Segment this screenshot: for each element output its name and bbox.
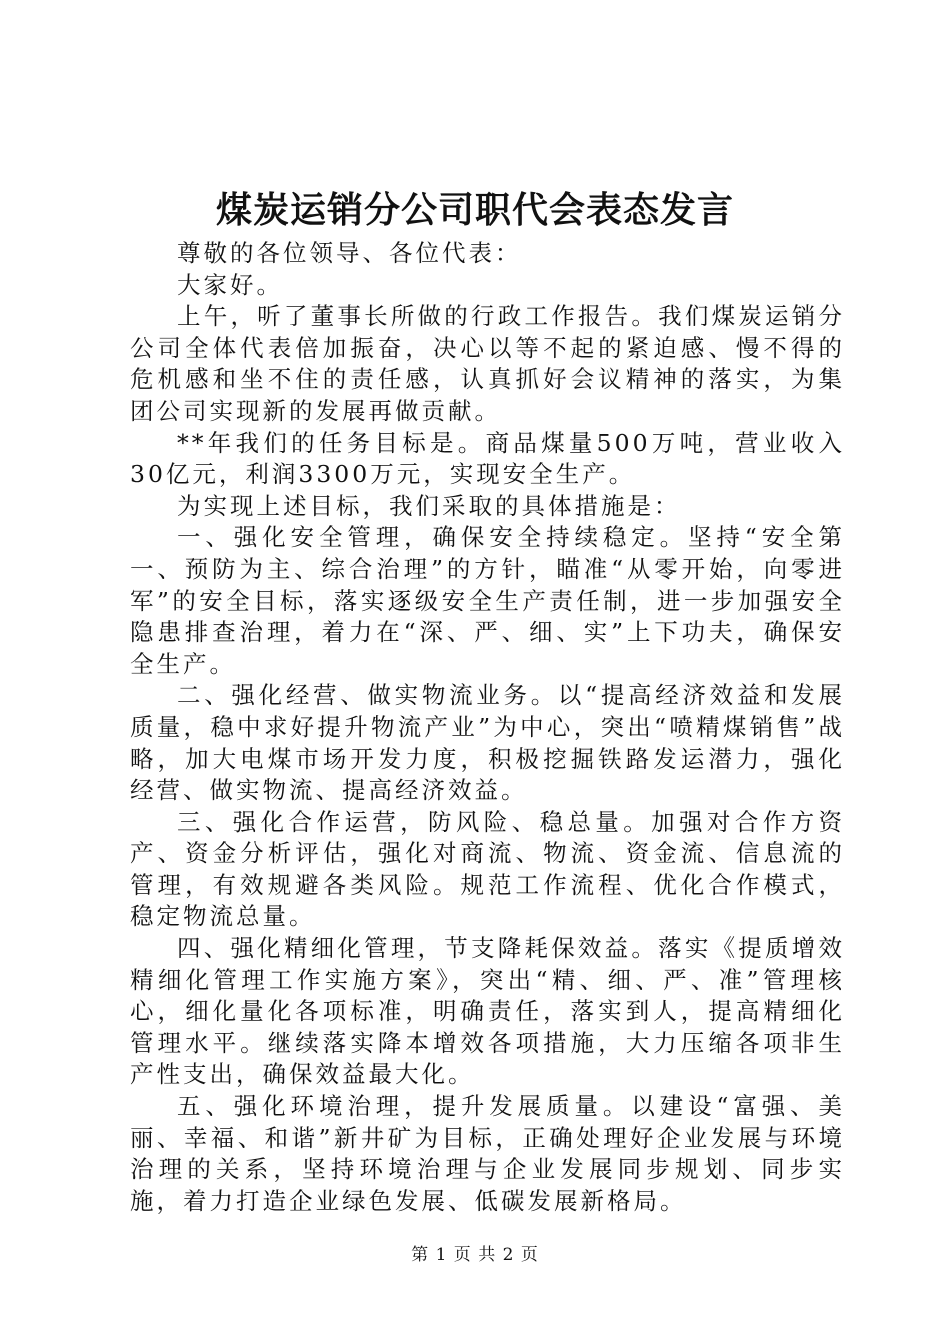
paragraph-measure-3: 三、强化合作运营，防风险、稳总量。加强对合作方资产、资金分析评估，强化对商流、物流、资金流、信息流的管理，有效规避各类风险。规范工作流程、优化合作模式，稳定物流总量。 [130,807,845,931]
paragraph-measure-1: 一、强化安全管理，确保安全持续稳定。坚持“安全第一、预防为主、综合治理”的方针，瞄准“从零开始，向零进军”的安全目标，落实逐级安全生产责任制，进一步加强安全隐患排查治理，着力在“深、严、细、实”上下功夫，确保安全生产。 [130,523,845,678]
paragraph-salutation: 尊敬的各位领导、各位代表： [177,239,522,267]
paragraph-measures-lead: 为实现上述目标，我们采取的具体措施是： [177,491,681,520]
paragraph-measure-2: 二、强化经营、做实物流业务。以“提高经济效益和发展质量，稳中求好提升物流产业”为中心，突出“喷精煤销售”战略，加大电煤市场开发力度，积极挖掘铁路发运潜力，强化经营、做实物流、提高经济效益。 [130,681,845,805]
paragraph-targets: **年我们的任务目标是。商品煤量500万吨，营业收入30亿元，利润3300万元，实现安全生产。 [130,428,845,489]
paragraph-measure-5: 五、强化环境治理，提升发展质量。以建设“富强、美丽、幸福、和谐”新井矿为目标，正确处理好企业发展与环境治理的关系，坚持环境治理与企业发展同步规划、同步实施，着力打造企业绿色发展、低碳发展新格局。 [130,1092,845,1215]
document-title: 煤炭运销分公司职代会表态发言 [215,189,734,231]
paragraph-intro: 上午，听了董事长所做的行政工作报告。我们煤炭运销分公司全体代表倍加振奋，决心以等不起的紧迫感、慢不得的危机感和坐不住的责任感，认真抓好会议精神的落实，为集团公司实现新的发展再做贡献。 [130,302,845,425]
paragraph-greeting: 大家好。 [177,270,283,299]
paragraph-measure-4: 四、强化精细化管理，节支降耗保效益。落实《提质增效精细化管理工作实施方案》，突出“精、细、严、准”管理核心，细化量化各项标准，明确责任，落实到人，提高精细化管理水平。继续落实降本增效各项措施，大力压缩各项非生产性支出，确保效益最大化。 [130,934,845,1089]
page-number-footer: 第 1 页 共 2 页 [411,1245,539,1265]
document-body [130,238,845,1217]
